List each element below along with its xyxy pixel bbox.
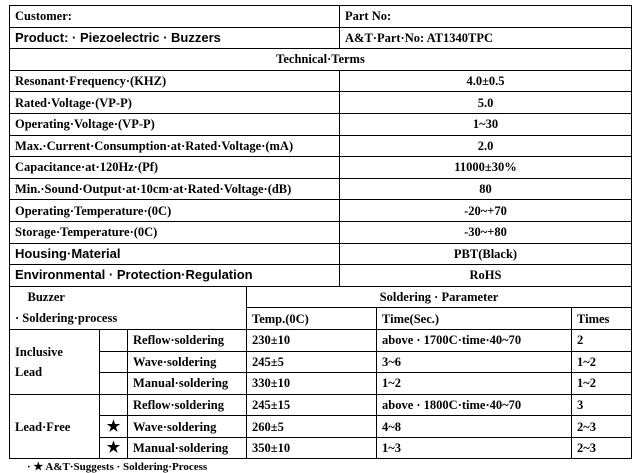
spec-value: 80 [340, 178, 632, 200]
spec-value: 4.0±0.5 [340, 70, 632, 92]
group-label-line-2: Lead [15, 364, 43, 379]
spec-value: RoHS [340, 265, 632, 287]
spec-name: Operating·Voltage·(VP-P) [10, 113, 340, 135]
spec-value: -30~+80 [340, 221, 632, 243]
soldering-header-row-1 [10, 286, 632, 308]
soldering-temp: 350±10 [247, 437, 377, 459]
soldering-time: above · 1800C·time·40~70 [377, 394, 572, 416]
soldering-times: 1~2 [572, 373, 632, 395]
spec-row [10, 70, 632, 92]
soldering-method: Reflow·soldering [128, 394, 247, 416]
soldering-temp: 245±15 [247, 394, 377, 416]
soldering-row [10, 437, 632, 459]
soldering-row [10, 351, 632, 373]
spec-name: Environmental · Protection·Regulation [10, 265, 340, 287]
spec-row [10, 221, 632, 243]
soldering-process-label: · Soldering·process [10, 308, 247, 330]
spec-row [10, 157, 632, 179]
soldering-parameter-label: Soldering · Parameter [247, 286, 632, 308]
soldering-group-label [10, 394, 100, 459]
spec-value: 11000±30% [340, 157, 632, 179]
soldering-method: Manual·soldering [128, 373, 247, 395]
header-row-2 [10, 27, 632, 49]
spec-name: Resonant·Frequency·(KHZ) [10, 70, 340, 92]
soldering-group-label [10, 329, 100, 394]
spec-name: Min.·Sound·Output·at·10cm·at·Rated·Voltage·(dB) [10, 178, 340, 200]
spec-name: Capacitance·at·120Hz·(Pf) [10, 157, 340, 179]
spec-value: -20~+70 [340, 200, 632, 222]
spec-name: Storage·Temperature·(0C) [10, 221, 340, 243]
soldering-times: 2 [572, 329, 632, 351]
soldering-row [10, 373, 632, 395]
soldering-method: Manual·soldering [128, 437, 247, 459]
customer-label: Customer: [10, 6, 340, 28]
technical-terms-title: Technical·Terms [10, 49, 632, 71]
spec-value: 2.0 [340, 135, 632, 157]
spec-row [10, 178, 632, 200]
spec-document [9, 5, 632, 473]
soldering-method: Wave·soldering [128, 351, 247, 373]
spec-name: Max.·Current·Consumption·at·Rated·Voltage·(mA) [10, 135, 340, 157]
soldering-row [10, 329, 632, 351]
soldering-time: 4~8 [377, 416, 572, 438]
at-part-no: A&T·Part·No: AT1340TPC [340, 27, 632, 49]
soldering-time: 3~6 [377, 351, 572, 373]
footer-note: · ★ A&T·Suggests · Soldering·Process [27, 461, 208, 473]
soldering-time: above · 1700C·time·40~70 [377, 329, 572, 351]
spec-row [10, 92, 632, 114]
soldering-temp: 330±10 [247, 373, 377, 395]
spec-row [10, 265, 632, 287]
star-mark [100, 351, 128, 373]
technical-terms-row [10, 49, 632, 71]
spec-table [9, 5, 632, 287]
soldering-temp: 260±5 [247, 416, 377, 438]
spec-name: Rated·Voltage·(VP-P) [10, 92, 340, 114]
spec-row [10, 113, 632, 135]
col-times: Times [572, 308, 632, 330]
star-mark [100, 373, 128, 395]
spec-value: 5.0 [340, 92, 632, 114]
soldering-temp: 230±10 [247, 329, 377, 351]
header-row-1 [10, 6, 632, 28]
star-mark: ★ [100, 416, 128, 438]
soldering-method: Wave·soldering [128, 416, 247, 438]
spec-row [10, 243, 632, 265]
star-mark: ★ [100, 437, 128, 459]
spec-name: Housing·Material [10, 243, 340, 265]
soldering-row [10, 394, 632, 416]
soldering-table [9, 286, 632, 460]
spec-value: PBT(Black) [340, 243, 632, 265]
star-mark [100, 394, 128, 416]
col-time: Time(Sec.) [377, 308, 572, 330]
soldering-header-row-2 [10, 308, 632, 330]
spec-value: 1~30 [340, 113, 632, 135]
col-temp: Temp.(0C) [247, 308, 377, 330]
soldering-times: 1~2 [572, 351, 632, 373]
spec-name: Operating·Temperature·(0C) [10, 200, 340, 222]
spec-row [10, 135, 632, 157]
part-no-label: Part No: [340, 6, 632, 28]
buzzer-label: Buzzer [10, 286, 247, 308]
product-label: Product: · Piezoelectric · Buzzers [10, 27, 340, 49]
soldering-time: 1~2 [377, 373, 572, 395]
group-label-line-1: Lead·Free [15, 419, 71, 434]
soldering-time: 1~3 [377, 437, 572, 459]
soldering-times: 2~3 [572, 416, 632, 438]
soldering-row [10, 416, 632, 438]
soldering-method: Reflow·soldering [128, 329, 247, 351]
soldering-temp: 245±5 [247, 351, 377, 373]
group-label-line-1: Inclusive [15, 344, 63, 359]
soldering-times: 2~3 [572, 437, 632, 459]
star-mark [100, 329, 128, 351]
soldering-times: 3 [572, 394, 632, 416]
spec-row [10, 200, 632, 222]
